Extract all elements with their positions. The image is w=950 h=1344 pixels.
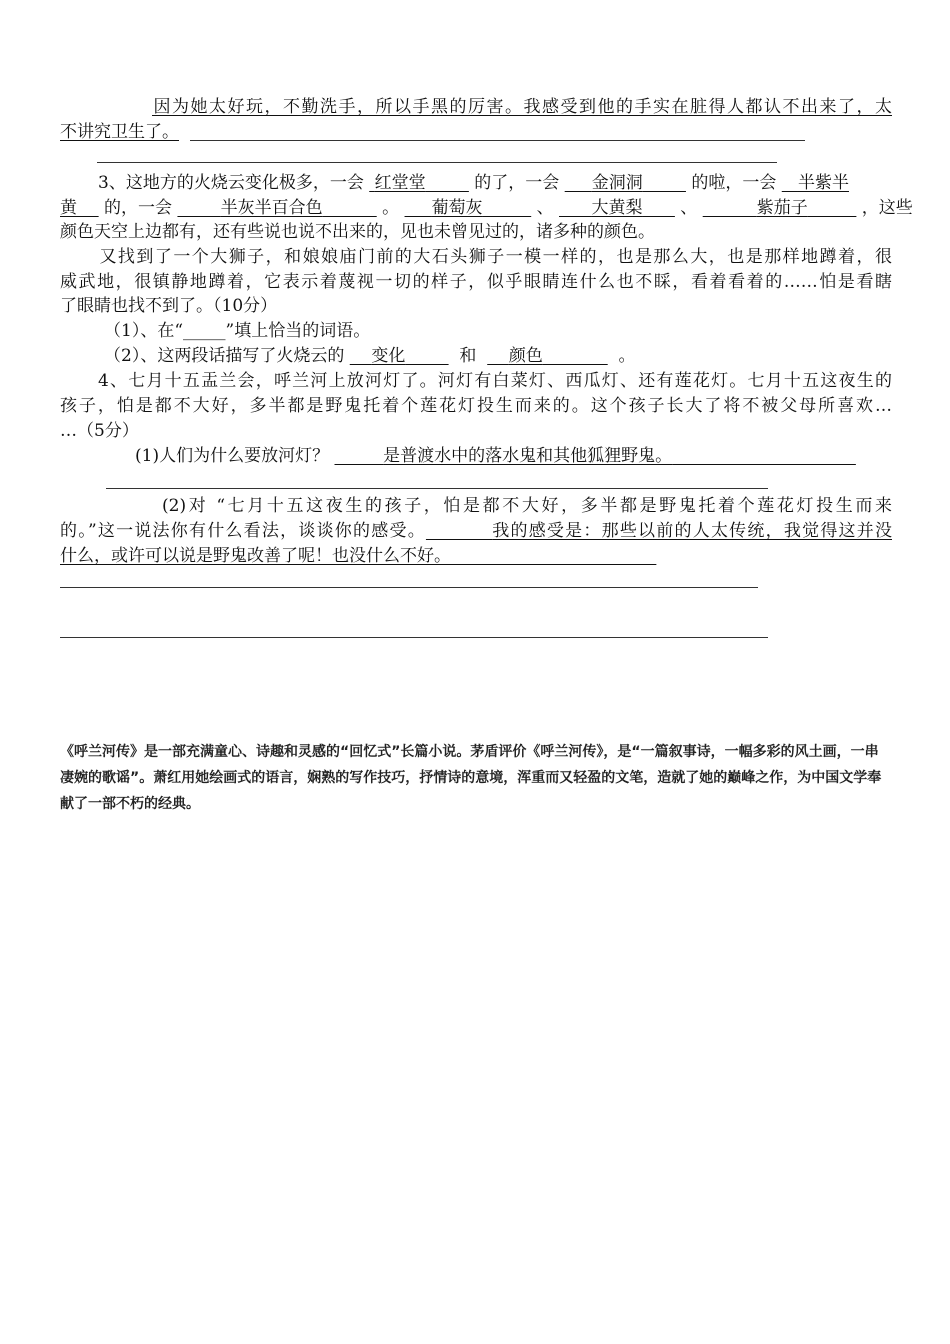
q3-line: 3、这地方的火烧云变化极多，一会 红堂堂 的了，一会 金洞洞 的啦，一会 半紫半	[98, 173, 849, 193]
fill-blank[interactable]: 半紫半	[797, 173, 849, 193]
fill-blank[interactable]: 黄	[60, 198, 77, 218]
passage-line: 了眼睛也找不到了。（10分）	[60, 296, 278, 316]
q3-sub2: （2）、这两段话描写了火烧云的 变化 和 颜色 。	[104, 346, 636, 366]
q4-sub2: 的。”这一说法你有什么看法，谈谈你的感受。 我的感受是：那些以前的人太传统，我觉得这并没	[60, 521, 892, 541]
fill-blank[interactable]: 红堂堂	[374, 173, 426, 193]
answer-blank-line	[97, 162, 777, 163]
fill-blank[interactable]: 半灰半百合色	[220, 198, 323, 218]
answer-blank-line	[60, 587, 758, 588]
fill-blank[interactable]: 葡萄灰	[431, 198, 483, 218]
answer-field[interactable]: 我的感受是：那些以前的人太传统，我觉得这并没	[492, 521, 892, 541]
q4-sub1: (1)人们为什么要放河灯？ 是普渡水中的落水鬼和其他狐狸野鬼。	[135, 445, 856, 467]
q4-line: …（5分）	[60, 421, 139, 441]
fill-blank[interactable]: 变化	[371, 346, 406, 366]
answer-blank-line	[106, 488, 768, 489]
passage-line: 威武地，很镇静地蹲着，它表示着蔑视一切的样子，似乎眼睛连什么也不睬，看着看着的……怕是看瞎	[60, 272, 892, 292]
fill-blank[interactable]: 紫茄子	[756, 198, 808, 218]
q4-sub2: (2)对 “七月十五这夜生的孩子，怕是都不大好，多半都是野鬼托着个莲花灯投生而来	[162, 496, 892, 516]
q3-line: 黄 的，一会 半灰半百合色 。 葡萄灰 、 大黄梨 、 紫茄子 ，这些	[60, 198, 913, 218]
q4-line: 4、七月十五盂兰会，呼兰河上放河灯了。河灯有白菜灯、西瓜灯、还有莲花灯。七月十五这夜生的	[98, 371, 892, 391]
q4-sub2	[60, 545, 656, 567]
answer-text-line: 不讲究卫生了。	[60, 122, 179, 142]
q3-line: 颜色天空上边都有，还有些说也说不出来的，见也未曾见过的，诸多种的颜色。	[60, 222, 655, 242]
fill-blank[interactable]: 金洞洞	[591, 173, 643, 193]
q4-line: 孩子，怕是都不大好，多半都是野鬼托着个莲花灯投生而来的。这个孩子长大了将不被父母所喜欢…	[60, 396, 892, 416]
fill-blank[interactable]: 颜色	[508, 346, 543, 366]
answer-field[interactable]: 什么，或许可以说是野鬼改善了呢！也没什么不好。	[60, 546, 451, 566]
answer-blank-line	[60, 637, 768, 638]
answer-text-line: 因为她太好玩，不勤洗手，所以手黑的厉害。我感受到他的手实在脏得人都认不出来了，太	[152, 97, 892, 117]
q3-sub1: （1）、在“_____”填上恰当的词语。	[104, 321, 371, 341]
passage-line: 又找到了一个大狮子，和娘娘庙门前的大石头狮子一模一样的，也是那么大，也是那样地蹲着，很	[98, 247, 892, 267]
book-description: 《呼兰河传》是一部充满童心、诗趣和灵感的“回忆式”长篇小说。茅盾评价《呼兰河传》，是“一篇叙事诗，一幅多彩的风土画，一串凄婉的歌谣”。萧红用她绘画式的语言，娴熟的写作技巧，抒情诗的意境，浑重而又轻盈的文笔，造就了她的巅峰之作，为中国文学奉献了一部不朽的经典。	[60, 744, 882, 812]
answer-field[interactable]: 是普渡水中的落水鬼和其他狐狸野鬼。	[383, 446, 673, 466]
fill-blank[interactable]: 大黄梨	[591, 198, 643, 218]
answer-underline	[190, 140, 805, 141]
fill-blank[interactable]: _____	[183, 321, 226, 341]
